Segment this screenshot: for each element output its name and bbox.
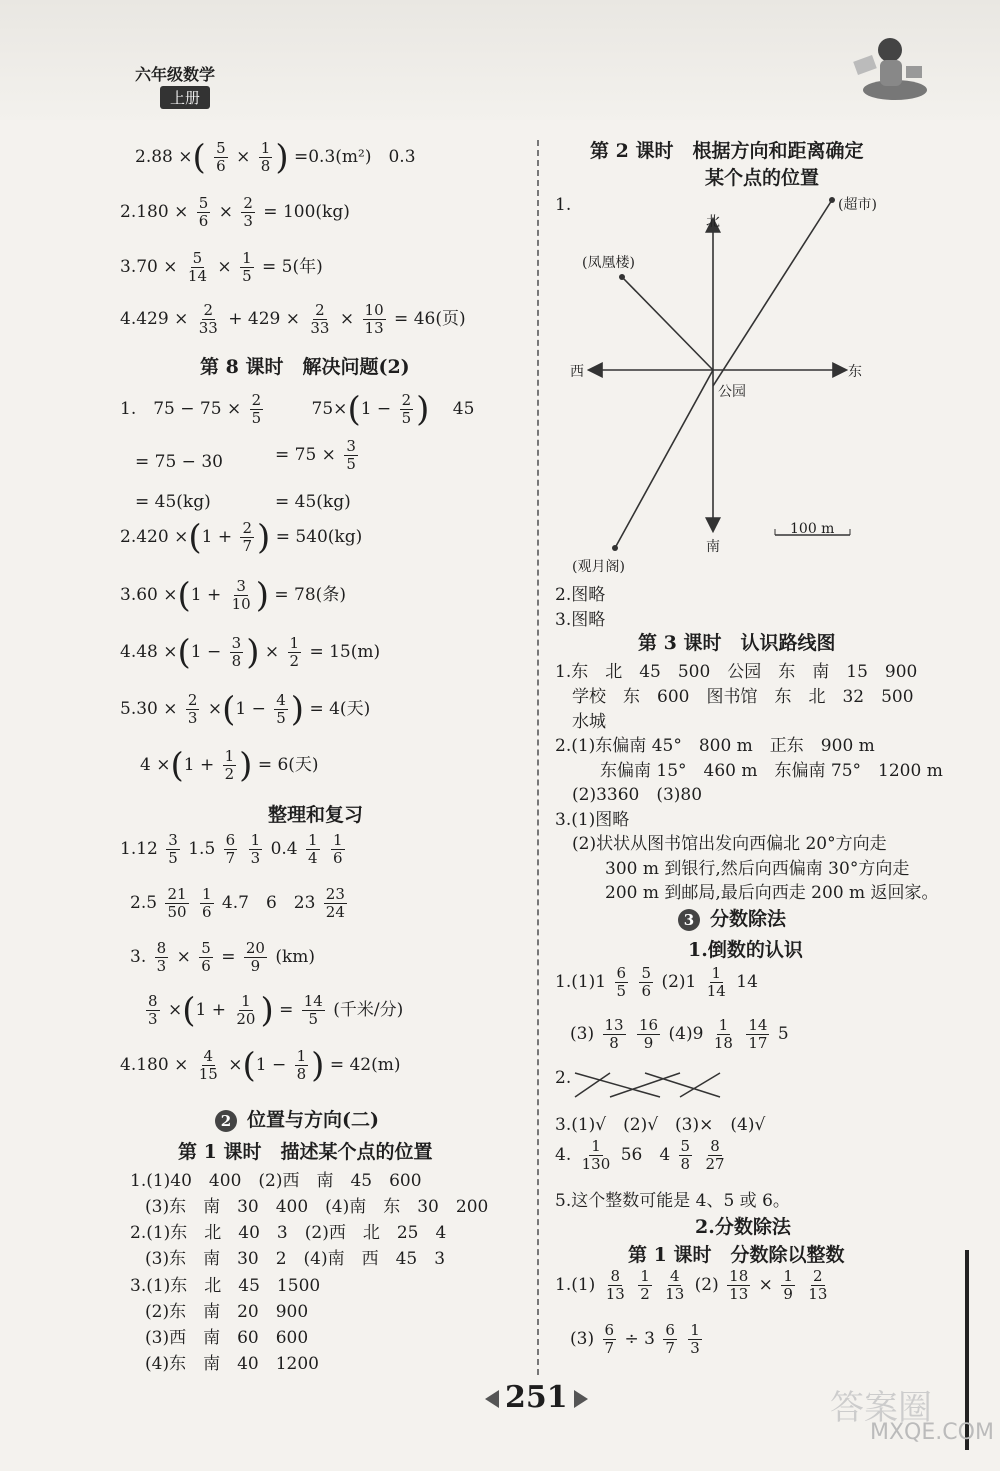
west-label: 西: [570, 364, 584, 380]
supermarket-label: (超市): [838, 197, 877, 213]
answer-line: $\frac{8}{3}$ ×(1 + $\frac{1}{20}$ ) = $\frac{14}{5}$ (千米/分): [148, 990, 404, 1031]
answer-line: 1.东 北 45 500 公园 东 南 15 900: [555, 662, 918, 682]
east-label: 东: [848, 364, 862, 380]
answer-line: 2.5 $\frac{21}{50}$ $\frac{1}{6}$ 4.7 6 23 $\frac{23}{24}$: [130, 885, 345, 921]
phoenix-tower-label: (凤凰楼): [582, 255, 635, 271]
answer-line: 3.70 × $\frac{5}{14}$ × $\frac{1}{5}$ = 5(年): [120, 249, 323, 285]
answer-line: (2)3360 (3)80: [572, 785, 703, 805]
answer-line: 1.(1) $\frac{8}{13}$ $\frac{1}{2}$ $\frac{4}{13}$ (2) $\frac{18}{13}$ × $\frac{1}{9}$ $\frac{2}{13}$: [555, 1267, 828, 1303]
prev-arrow-icon: [485, 1390, 499, 1408]
answer-line: 300 m 到银行,然后向西偏南 30°方向走: [605, 859, 910, 879]
section-heading: 1.倒数的认识: [688, 939, 803, 961]
supermarket-line: [713, 200, 832, 386]
answer-line: (3)西 南 60 600: [145, 1328, 309, 1348]
answer-line: 4.429 × $\frac{2}{33}$ + 429 × $\frac{2}{33}$ × $\frac{10}{13}$ = 46(页): [120, 301, 466, 337]
moon-pavilion-label: (观月阁): [572, 559, 625, 575]
fraction: $\frac{1}{8}$: [260, 139, 271, 175]
watermark-text: MXQE.COM: [870, 1420, 994, 1445]
answer-line: 1.(1)1 $\frac{6}{5}$ $\frac{5}{6}$ (2)1 $\frac{1}{14}$ 14: [555, 964, 758, 1000]
book-title: 六年级数学: [135, 65, 216, 84]
answer-line: (3)东 南 30 2 (4)南 西 45 3: [145, 1249, 446, 1269]
section-heading: 第 2 课时 根据方向和距离确定: [590, 140, 864, 162]
park-label: 公园: [718, 384, 746, 400]
answer-line: 2.180 × $\frac{5}{6}$ × $\frac{2}{3}$ = 100(kg): [120, 194, 350, 230]
answer-line: (3) $\frac{13}{8}$ $\frac{16}{9}$ (4)9 $\frac{1}{18}$ $\frac{14}{17}$ 5: [570, 1016, 789, 1052]
section-heading: 第 1 课时 分数除以整数: [628, 1244, 845, 1266]
answer-line: = 75 − 30: [135, 452, 223, 472]
answer-line: (4)东 南 40 1200: [145, 1354, 319, 1374]
unit-heading: 3 分数除法: [678, 904, 786, 931]
section-heading: 第 8 课时 解决问题(2): [200, 356, 410, 378]
page-number: 251: [485, 1380, 588, 1415]
section-heading: 某个点的位置: [705, 167, 820, 189]
unit-number-badge: 3: [678, 909, 700, 931]
section-heading: 第 1 课时 描述某个点的位置: [178, 1141, 433, 1163]
answer-line: 5.这个整数可能是 4、5 或 6。: [555, 1191, 790, 1211]
answer-line: 3.(1)东 北 45 1500: [130, 1276, 321, 1296]
answer-line: 3.60 ×(1 + $\frac{3}{10}$ ) = 78(条): [120, 575, 346, 616]
answer-line: (2)状状从图书馆出发向西偏北 20°方向走: [572, 834, 887, 854]
answer-line: 1. 75 − 75 × $\frac{2}{5}$ 75×(1 − $\frac{2}{5}$ ) 45: [120, 389, 475, 430]
answer-line: 3.(1)图略: [555, 810, 630, 830]
section-heading: 2.分数除法: [695, 1216, 791, 1238]
phoenix-line: [622, 277, 713, 370]
watermark-logo: 答案圈: [830, 1388, 932, 1428]
answer-line: 2.(1)东偏南 45° 800 m 正东 900 m: [555, 736, 875, 756]
unit-number-badge: 2: [215, 1110, 237, 1132]
column-divider: [537, 140, 539, 1375]
answer-line: = 45(kg): [135, 492, 211, 512]
answer-line: 200 m 到邮局,最后向西走 200 m 返回家。: [605, 883, 939, 903]
answer-line: (3)东 南 30 400 (4)南 东 30 200: [145, 1197, 489, 1217]
answer-line: 2.420 ×(1 + $\frac{2}{7}$ ) = 540(kg): [120, 517, 363, 558]
answer-line: 1.12 $\frac{3}{5}$ 1.5 $\frac{6}{7}$ $\frac{1}{3}$ 0.4 $\frac{1}{4}$ $\frac{1}{6}$: [120, 831, 343, 867]
answer-line: 5.30 × $\frac{2}{3}$ ×(1 − $\frac{4}{5}$ ) = 4(天): [120, 689, 371, 730]
answer-line: 3.(1)√ (2)√ (3)× (4)√: [555, 1115, 766, 1135]
answer-line: 2.: [555, 1068, 572, 1088]
answer-line: 东偏南 15° 460 m 东偏南 75° 1200 m: [600, 761, 943, 781]
answer-line: 4. $\frac{1}{130}$ 56 4 $\frac{5}{8}$ $\frac{8}{27}$: [555, 1137, 725, 1173]
answer-line: 4.180 × $\frac{4}{15}$ ×(1 − $\frac{1}{8}$ ) = 42(m): [120, 1045, 401, 1086]
section-heading: 整理和复习: [268, 804, 364, 826]
next-arrow-icon: [574, 1390, 588, 1408]
answer-line: 4 ×(1 + $\frac{1}{2}$ ) = 6(天): [140, 745, 319, 786]
answer-line: 2.(1)东 北 40 3 (2)西 北 25 4: [130, 1223, 447, 1243]
volume-badge: 上册: [160, 86, 210, 109]
section-heading: 第 3 课时 认识路线图: [638, 632, 836, 654]
answer-line: 学校 东 600 图书馆 东 北 32 500: [572, 687, 914, 707]
matching-lines: [570, 1068, 730, 1102]
answer-line: 1.: [555, 195, 572, 215]
answer-line: 3.图略: [555, 610, 606, 630]
answer-line: 2.88 ×( $\frac{5}{6}$ × $\frac{1}{8}$ ) =0.3(m²) 0.3: [135, 137, 416, 178]
answer-line: (2)东 南 20 900: [145, 1302, 309, 1322]
fraction: $\frac{5}{6}$: [216, 139, 226, 175]
answer-line: 1.(1)40 400 (2)西 南 45 600: [130, 1171, 422, 1191]
answer-line: 水城: [572, 712, 606, 732]
south-label: 南: [706, 539, 720, 555]
answer-line: 2.图略: [555, 585, 606, 605]
moon-line: [615, 370, 713, 548]
answer-line: 3. $\frac{8}{3}$ × $\frac{5}{6}$ = $\frac{20}{9}$ (km): [130, 939, 316, 975]
answer-line: 4.48 ×(1 − $\frac{3}{8}$ ) × $\frac{1}{2}$ = 15(m): [120, 632, 381, 673]
scale-label: 100 m: [790, 521, 835, 537]
answer-line: = 75 × $\frac{3}{5}$: [275, 437, 356, 473]
answer-line: (3) $\frac{6}{7}$ ÷ 3 $\frac{6}{7}$ $\frac{1}{3}$: [570, 1321, 700, 1357]
north-label: 北: [706, 214, 720, 230]
answer-line: = 45(kg): [275, 492, 351, 512]
unit-heading: 2 位置与方向(二): [215, 1105, 379, 1132]
student-reading-icon: [840, 28, 935, 113]
